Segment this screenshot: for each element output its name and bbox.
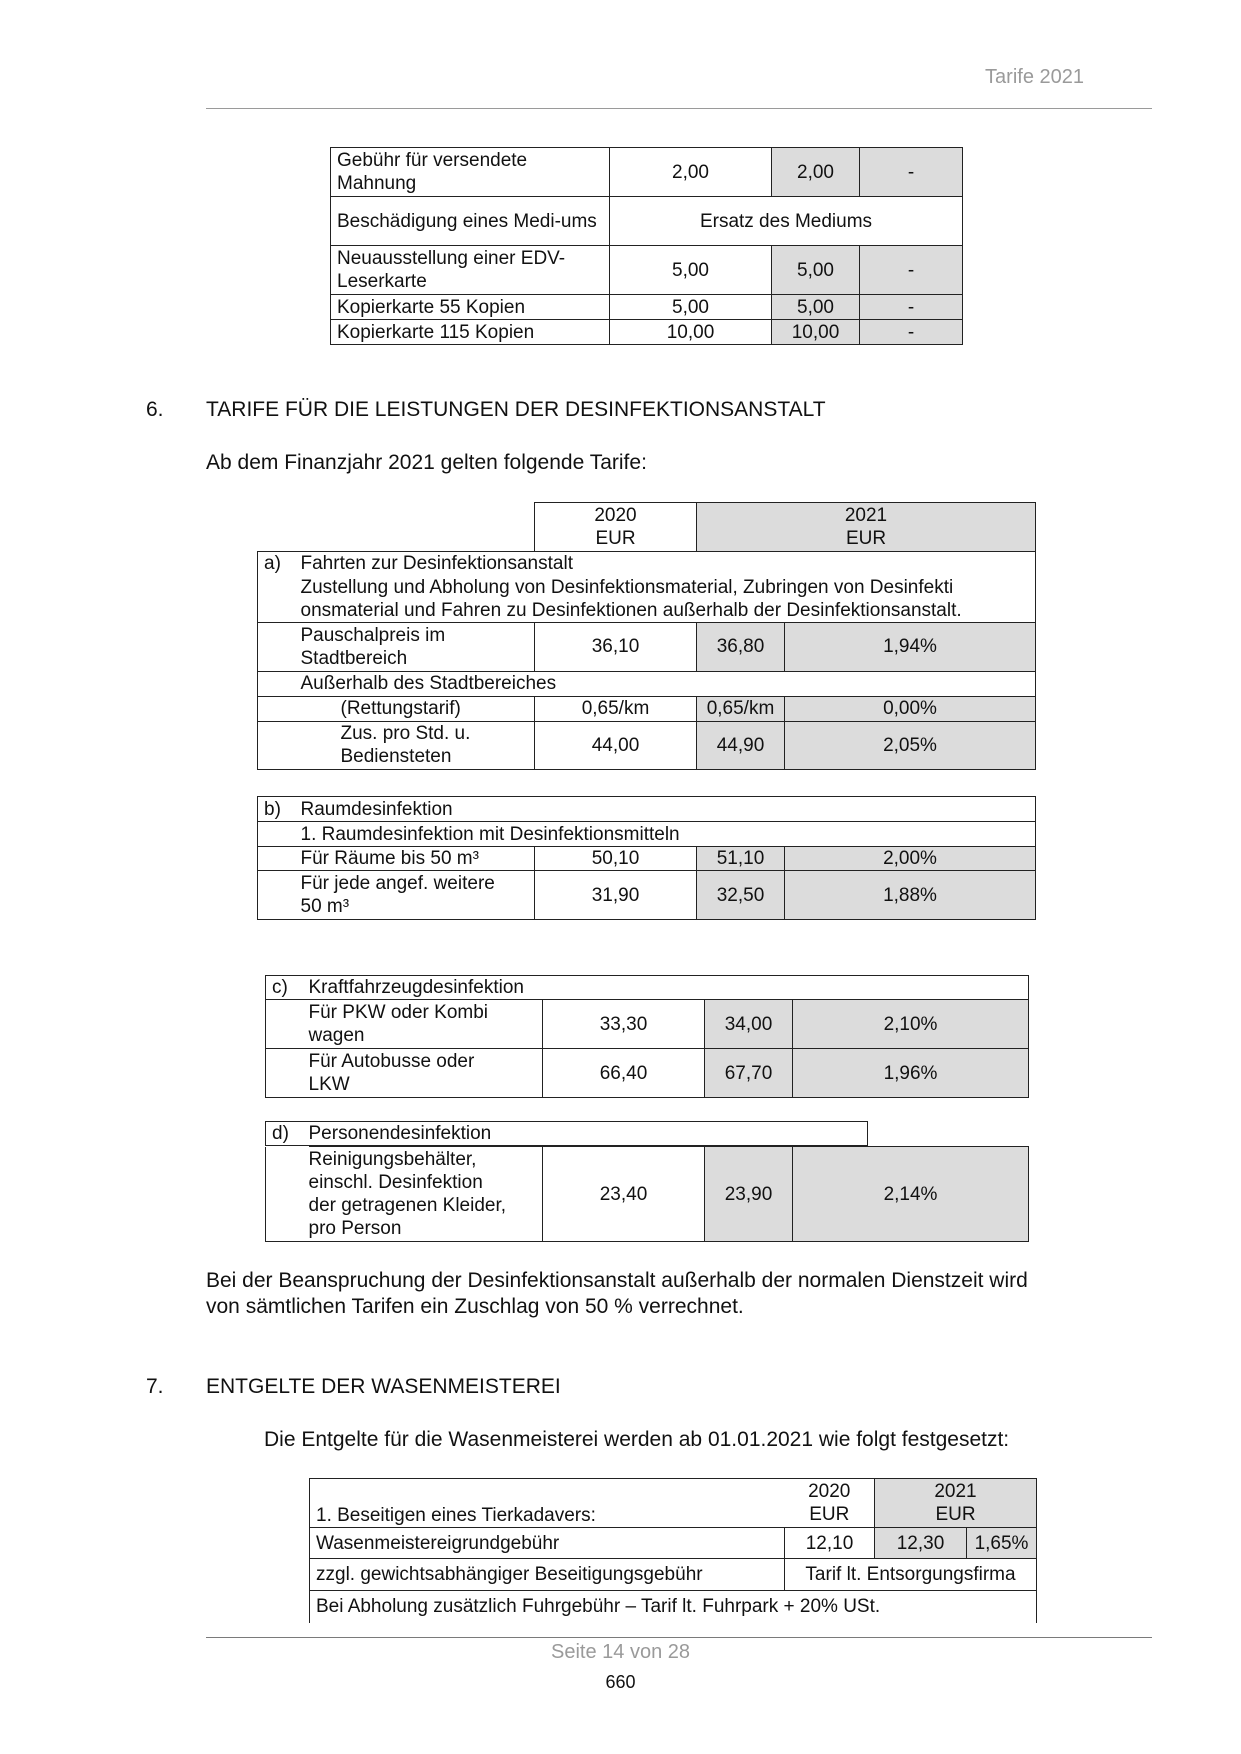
year-2020: 2020 <box>594 505 637 526</box>
label-line-1: Für Autobusse oder <box>308 1051 475 1072</box>
table-row <box>258 696 1036 721</box>
value-2020: 2,00 <box>610 148 772 197</box>
section-6-number: 6. <box>146 398 164 421</box>
subsection-letter: d) <box>266 1122 309 1146</box>
surcharge-note <box>206 1268 1028 1320</box>
header-2021 <box>697 503 1036 552</box>
value-2020: 44,00 <box>535 721 697 769</box>
value-2021: 51,10 <box>697 847 785 871</box>
value-2021: 32,50 <box>697 871 785 920</box>
head-label: 1. Beseitigen eines Tierkadavers: <box>310 1479 785 1528</box>
subsection-description <box>301 576 1036 623</box>
label-line-3: der getragenen Kleider, <box>308 1195 507 1216</box>
value-2021: 2,00 <box>772 148 860 197</box>
table-wasenmeisterei <box>309 1478 1037 1623</box>
subsection-letter: a) <box>258 552 301 576</box>
value-2021: 23,90 <box>705 1147 793 1242</box>
section-7-intro: Die Entgelte für die Wasenmeisterei werden ab 01.01.2021 wie folgt festgesetzt: <box>264 1428 1010 1451</box>
value-change: - <box>860 295 963 320</box>
table-row <box>331 295 963 320</box>
currency-2020: EUR <box>809 1504 850 1525</box>
value-percent: 2,00% <box>785 847 1036 871</box>
section-6-title: TARIFE FÜR DIE LEISTUNGEN DER DESINFEKTIONSANSTALT <box>206 398 826 421</box>
row-label: Wasenmeistereigrundgebühr <box>310 1528 785 1559</box>
table-row <box>331 197 963 246</box>
table-row <box>258 721 1036 769</box>
merged-value: Tarif lt. Entsorgungsfirma <box>785 1559 1037 1591</box>
merged-value: Ersatz des Mediums <box>610 197 963 246</box>
year-2021: 2021 <box>844 505 888 526</box>
header-rule <box>206 108 1152 109</box>
table-disinfection-c <box>265 975 1029 1098</box>
value-percent: 1,88% <box>785 871 1036 920</box>
subsection-title: Fahrten zur Desinfektionsanstalt <box>301 552 1036 576</box>
table-row <box>310 1528 1037 1559</box>
table-row <box>310 1559 1037 1591</box>
footer-rule <box>206 1637 1152 1638</box>
footer-number: 660 <box>605 1672 636 1692</box>
value-2021: 34,00 <box>705 1000 793 1049</box>
label-line-1: Für jede angef. weitere <box>300 873 495 894</box>
note-line-2: von sämtlichen Tarifen ein Zuschlag von 50 % verrechnet. <box>206 1295 744 1318</box>
section-7-title: ENTGELTE DER WASENMEISTEREI <box>206 1375 561 1398</box>
row-label <box>309 1000 543 1049</box>
table-row <box>310 1591 1037 1623</box>
value-percent: 2,14% <box>793 1147 1029 1242</box>
label-line-2: 50 m³ <box>300 896 350 917</box>
table-row <box>258 822 1036 847</box>
value-2021: 5,00 <box>772 295 860 320</box>
currency-2021: EUR <box>845 528 887 549</box>
row-label: Neuausstellung einer EDV-Leserkarte <box>331 246 610 295</box>
table-row <box>258 671 1036 696</box>
table-row <box>258 871 1036 920</box>
label-line-1: Zus. pro Std. u. <box>340 723 471 744</box>
label-line-4: pro Person <box>308 1218 402 1239</box>
row-label <box>301 721 535 769</box>
row-label: Für Räume bis 50 m³ <box>301 847 535 871</box>
value-2020: 31,90 <box>535 871 697 920</box>
table-row <box>258 847 1036 871</box>
row-label <box>309 1049 543 1098</box>
value-2020: 10,00 <box>610 320 772 345</box>
description-line-2: onsmaterial und Fahren zu Desinfektionen außerhalb der Desinfektionsanstalt. <box>300 599 962 621</box>
value-2020: 5,00 <box>610 246 772 295</box>
value-2021: 44,90 <box>697 721 785 769</box>
currency-2021: EUR <box>935 1504 976 1525</box>
value-percent: 0,00% <box>785 696 1036 721</box>
value-2020: 12,10 <box>785 1528 875 1559</box>
label-line-1: Für PKW oder Kombi <box>308 1002 488 1023</box>
value-percent: 1,65% <box>967 1528 1037 1559</box>
footer-page: Seite 14 von 28 <box>551 1641 690 1663</box>
label-line-2: LKW <box>308 1074 350 1095</box>
table-row <box>266 1049 1029 1098</box>
row-label: 1. Raumdesinfektion mit Desinfektionsmitteln <box>301 822 1036 847</box>
table-row <box>331 148 963 197</box>
subsection-letter: b) <box>258 797 301 822</box>
table-header-row <box>258 503 1036 552</box>
table-row <box>266 1147 1029 1242</box>
table-row <box>258 622 1036 671</box>
value-2020: 5,00 <box>610 295 772 320</box>
label-line-2: einschl. Desinfektion <box>308 1172 483 1193</box>
value-2021: 5,00 <box>772 246 860 295</box>
value-2021: 10,00 <box>772 320 860 345</box>
table-row <box>331 320 963 345</box>
description-line-1: Zustellung und Abholung von Desinfektionsmaterial, Zubringen von Desinfekti <box>300 576 954 598</box>
label-line-2: Bediensteten <box>340 746 452 767</box>
row-label: Kopierkarte 115 Kopien <box>331 320 610 345</box>
row-label: zzgl. gewichtsabhängiger Beseitigungsgebühr <box>310 1559 785 1591</box>
section-6-intro: Ab dem Finanzjahr 2021 gelten folgende Tarife: <box>206 451 647 474</box>
value-change: - <box>860 246 963 295</box>
value-2020: 33,30 <box>543 1000 705 1049</box>
table-row <box>266 976 1029 1000</box>
row-label <box>301 871 535 920</box>
value-change: - <box>860 148 963 197</box>
value-2020: 66,40 <box>543 1049 705 1098</box>
currency-2020: EUR <box>595 528 636 549</box>
table-disinfection-d <box>265 1146 1029 1242</box>
row-label: Beschädigung eines Medi-ums <box>331 197 610 246</box>
header-title: Tarife 2021 <box>985 66 1084 88</box>
table-row <box>258 797 1036 822</box>
table-row <box>258 552 1036 576</box>
value-change: - <box>860 320 963 345</box>
value-2021: 0,65/km <box>697 696 785 721</box>
table-row <box>266 1000 1029 1049</box>
subsection-letter: c) <box>266 976 309 1000</box>
subsection-title: Raumdesinfektion <box>301 797 1036 822</box>
table-row <box>331 246 963 295</box>
row-label: Kopierkarte 55 Kopien <box>331 295 610 320</box>
value-percent: 1,94% <box>785 622 1036 671</box>
note-line-1: Bei der Beanspruchung der Desinfektionsanstalt außerhalb der normalen Dienstzeit wird <box>206 1269 1028 1292</box>
header-2020 <box>785 1479 875 1528</box>
table-disinfection-b <box>257 796 1036 920</box>
label-line-1: Pauschalpreis im <box>300 624 446 646</box>
row-label <box>309 1147 543 1242</box>
label-line-2: Stadtbereich <box>300 647 408 669</box>
table-row <box>258 576 1036 623</box>
row-label: Außerhalb des Stadtbereiches <box>301 671 1036 696</box>
value-2021: 12,30 <box>875 1528 967 1559</box>
table-row <box>266 1122 868 1146</box>
row-label: (Rettungstarif) <box>301 696 535 721</box>
header-2021 <box>875 1479 1037 1528</box>
value-2021: 36,80 <box>697 622 785 671</box>
table-header-row <box>310 1479 1037 1528</box>
value-percent: 2,05% <box>785 721 1036 769</box>
table-disinfection-a <box>257 502 1036 770</box>
label-line-2: wagen <box>308 1025 365 1046</box>
value-2020: 50,10 <box>535 847 697 871</box>
table-disinfection-d-header <box>265 1121 868 1146</box>
header-2020 <box>535 503 697 552</box>
value-2020: 23,40 <box>543 1147 705 1242</box>
row-label <box>301 622 535 671</box>
section-7-number: 7. <box>146 1375 164 1398</box>
value-2020: 36,10 <box>535 622 697 671</box>
subsection-title: Kraftfahrzeugdesinfektion <box>309 976 1029 1000</box>
row-label: Gebühr für versendete Mahnung <box>331 148 610 197</box>
value-2021: 67,70 <box>705 1049 793 1098</box>
subsection-title: Personendesinfektion <box>309 1122 868 1146</box>
value-2020: 0,65/km <box>535 696 697 721</box>
label-line-1: Reinigungsbehälter, <box>308 1149 477 1170</box>
value-percent: 1,96% <box>793 1049 1029 1098</box>
row-label: Bei Abholung zusätzlich Fuhrgebühr – Tarif lt. Fuhrpark + 20% USt. <box>310 1591 1037 1623</box>
year-2020: 2020 <box>808 1481 851 1502</box>
value-percent: 2,10% <box>793 1000 1029 1049</box>
year-2021: 2021 <box>934 1481 977 1502</box>
table-library-fees <box>330 147 963 345</box>
